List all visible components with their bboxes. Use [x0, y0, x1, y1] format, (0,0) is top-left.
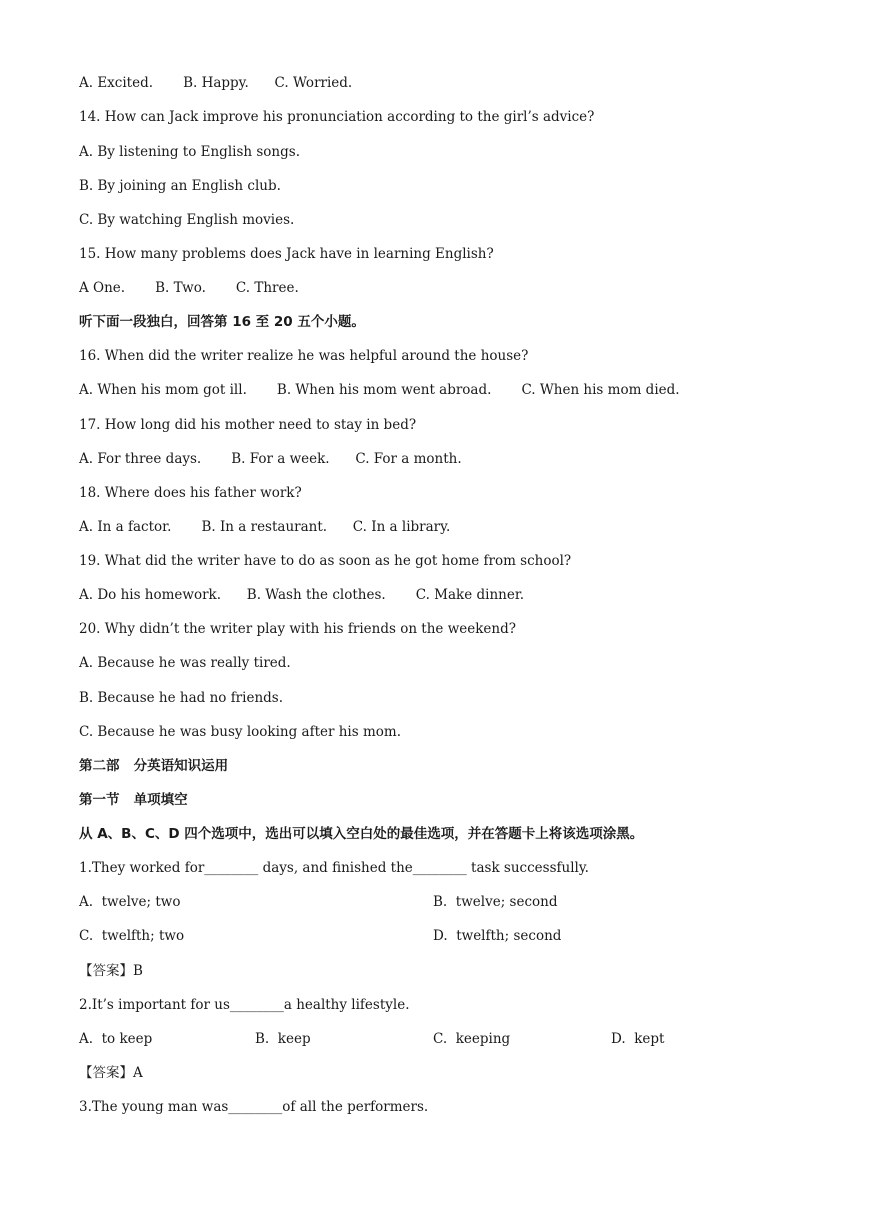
q2-option-a: A. to keep — [79, 1031, 153, 1047]
q2-option-c: C. keeping — [433, 1031, 511, 1047]
q1-option-a: A. twelve; two — [79, 894, 181, 910]
q14-option-a: A. By listening to English songs. — [79, 144, 300, 160]
q1-option-d: D. twelfth; second — [433, 928, 562, 944]
q1-option-c: C. twelfth; two — [79, 928, 185, 944]
q2-option-b: B. keep — [255, 1031, 311, 1047]
section-heading: 第一节 单项填空 — [79, 792, 188, 808]
q18-options: A. In a factor. B. In a restaurant. C. In a library. — [79, 519, 451, 535]
q1-option-b: B. twelve; second — [433, 894, 558, 910]
q13-options: A. Excited. B. Happy. C. Worried. — [79, 75, 353, 91]
section-instruction: 听下面一段独白，回答第 16 至 20 五个小题。 — [79, 314, 365, 330]
q14-question: 14. How can Jack improve his pronunciation according to the girl’s advice? — [79, 109, 595, 125]
q15-question: 15. How many problems does Jack have in learning English? — [79, 246, 494, 262]
q17-question: 17. How long did his mother need to stay in bed? — [79, 417, 417, 433]
q2-option-d: D. kept — [611, 1031, 665, 1047]
q16-options: A. When his mom got ill. B. When his mom went abroad. C. When his mom died. — [79, 382, 680, 398]
q16-question: 16. When did the writer realize he was helpful around the house? — [79, 348, 529, 364]
q1-question: 1.They worked for________ days, and finished the________ task successfully. — [79, 860, 589, 876]
q14-option-c: C. By watching English movies. — [79, 212, 295, 228]
q14-option-b: B. By joining an English club. — [79, 178, 281, 194]
q19-question: 19. What did the writer have to do as soon as he got home from school? — [79, 553, 572, 569]
section-instruction-2: 从 A、B、C、D 四个选项中，选出可以填入空白处的最佳选项，并在答题卡上将该选项涂黑。 — [79, 826, 644, 842]
part-heading: 第二部 分英语知识运用 — [79, 758, 229, 774]
q17-options: A. For three days. B. For a week. C. For a month. — [79, 451, 462, 467]
q20-option-b: B. Because he had no friends. — [79, 690, 284, 706]
q18-question: 18. Where does his father work? — [79, 485, 302, 501]
q20-option-c: C. Because he was busy looking after his mom. — [79, 724, 401, 740]
q20-option-a: A. Because he was really tired. — [79, 655, 291, 671]
q2-answer: 【答案】A — [79, 1065, 143, 1081]
q3-question: 3.The young man was________of all the performers. — [79, 1099, 429, 1115]
q2-question: 2.It’s important for us________a healthy lifestyle. — [79, 997, 410, 1013]
q20-question: 20. Why didn’t the writer play with his friends on the weekend? — [79, 621, 516, 637]
q19-options: A. Do his homework. B. Wash the clothes. C. Make dinner. — [79, 587, 525, 603]
q1-answer: 【答案】B — [79, 963, 143, 979]
q15-options: A One. B. Two. C. Three. — [79, 280, 299, 296]
